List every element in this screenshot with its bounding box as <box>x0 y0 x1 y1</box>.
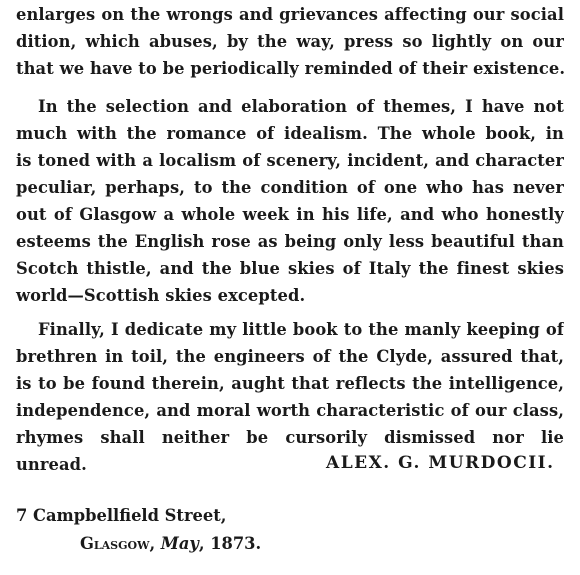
paragraph-3-line-1: Finally, I dedicate my little book to the manly keeping of <box>38 320 564 339</box>
paragraph-1-line-3: that we have to be periodically reminded of their existence. <box>16 59 566 78</box>
paragraph-3-line-3: is to be found therein, aught that reflects the intelligence, <box>16 374 564 393</box>
street-address: 7 Campbellfield Street, <box>16 506 227 525</box>
dateline <box>80 533 261 555</box>
paragraph-2-line-6: esteems the English rose as being only less beautiful than <box>16 232 564 251</box>
paragraph-2-line-8: world—Scottish skies excepted. <box>16 286 306 305</box>
dateline-separator-1: , <box>149 534 161 553</box>
paragraph-2-line-2: much with the romance of idealism. The whole book, in <box>16 124 564 143</box>
paragraph-2-line-5: out of Glasgow a whole week in his life, and who honestly <box>16 205 564 224</box>
author-signature: ALEX. G. MURDOCII. <box>326 453 555 473</box>
paragraph-1-line-1: enlarges on the wrongs and grievances affecting our social <box>16 5 564 24</box>
paragraph-2-line-7: Scotch thistle, and the blue skies of Italy the finest skies <box>16 259 564 278</box>
dateline-separator-2: , <box>198 534 211 553</box>
paragraph-2-line-3: is toned with a localism of scenery, incident, and character <box>16 151 564 170</box>
paragraph-3-line-2: brethren in toil, the engineers of the Clyde, assured that, <box>16 347 564 366</box>
paragraph-3-line-5: rhymes shall neither be cursorily dismissed nor lie <box>16 428 564 447</box>
paragraph-3-line-6: unread. <box>16 455 87 474</box>
paragraph-3-line-4: independence, and moral worth characteristic of our class, <box>16 401 564 420</box>
dateline-year: 1873. <box>210 534 262 553</box>
paragraph-2-line-1: In the selection and elaboration of themes, I have not <box>38 97 564 116</box>
paragraph-2-line-4: peculiar, perhaps, to the condition of one who has never <box>16 178 564 197</box>
dateline-month: May <box>160 534 199 553</box>
dateline-city: Glasgow <box>80 534 150 553</box>
paragraph-1-line-2: dition, which abuses, by the way, press so lightly on our <box>16 32 564 51</box>
